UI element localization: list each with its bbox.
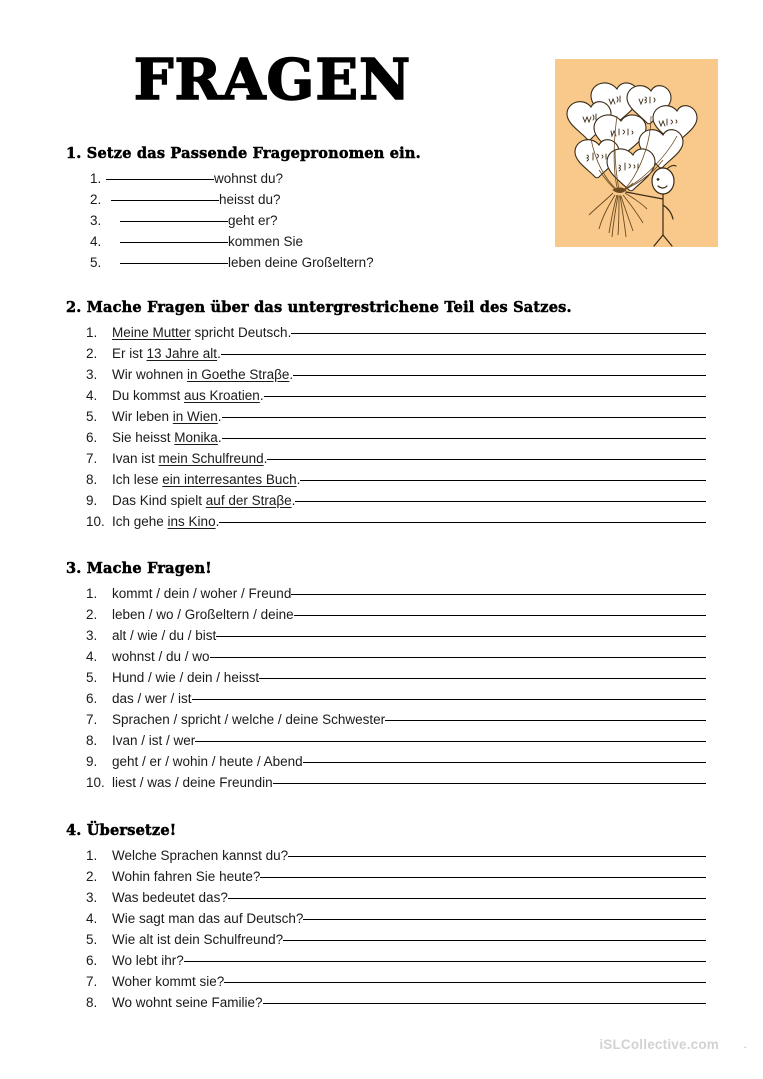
exercise-3-item xyxy=(66,709,706,730)
exercise-3-item xyxy=(66,625,706,646)
exercise-4-item xyxy=(66,908,706,929)
underlined-phrase: in Wien xyxy=(172,409,218,424)
item-number: 5. xyxy=(90,255,102,270)
item-number: 1. xyxy=(86,848,98,863)
item-text: leben deine Großeltern? xyxy=(228,255,374,270)
item-text: Ich lese ein interresantes Buch. xyxy=(112,472,301,487)
answer-line[interactable] xyxy=(283,940,706,941)
exercise-4-heading: 4. Übersetze! xyxy=(66,822,177,839)
answer-line[interactable] xyxy=(294,615,706,616)
answer-line[interactable] xyxy=(192,699,706,700)
exercise-4-item xyxy=(66,866,706,887)
answer-line[interactable] xyxy=(385,720,706,721)
item-number: 5. xyxy=(86,670,98,685)
item-text: Er ist 13 Jahre alt. xyxy=(112,346,221,361)
item-number: 5. xyxy=(86,932,98,947)
answer-line[interactable] xyxy=(295,501,706,502)
exercise-4-item xyxy=(66,887,706,908)
item-number: 6. xyxy=(86,953,98,968)
exercise-2 xyxy=(66,299,706,532)
underlined-phrase: in Goethe Straβe xyxy=(187,367,290,382)
item-text: geht er? xyxy=(228,213,278,228)
answer-line[interactable] xyxy=(291,333,706,334)
item-number: 10. xyxy=(86,775,105,790)
item-text: leben / wo / Großeltern / deine xyxy=(112,607,294,622)
exercise-2-item xyxy=(66,385,706,406)
exercise-3-item xyxy=(66,772,706,793)
item-text: geht / er / wohin / heute / Abend xyxy=(112,754,303,769)
item-number: 2. xyxy=(86,607,98,622)
item-number: 8. xyxy=(86,995,98,1010)
page-title: FRAGEN xyxy=(133,47,412,113)
exercise-2-item xyxy=(66,343,706,364)
item-text: heisst du? xyxy=(219,192,281,207)
answer-line[interactable] xyxy=(222,417,706,418)
item-text: Ivan ist mein Schulfreund. xyxy=(112,451,268,466)
item-number: 10. xyxy=(86,514,105,529)
answer-line[interactable] xyxy=(216,636,706,637)
item-number: 4. xyxy=(86,911,98,926)
exercise-1-items xyxy=(66,168,706,273)
item-number: 1. xyxy=(86,586,98,601)
underlined-phrase: Meine Mutter xyxy=(112,325,191,340)
item-number: 4. xyxy=(86,649,98,664)
underlined-phrase: auf der Straβe xyxy=(205,493,292,508)
exercise-4-item xyxy=(66,845,706,866)
item-text: Wie alt ist dein Schulfreund? xyxy=(112,932,284,947)
item-number: 8. xyxy=(86,472,98,487)
answer-line[interactable] xyxy=(293,375,706,376)
exercise-1-item xyxy=(66,189,706,210)
item-number: 2. xyxy=(86,346,98,361)
answer-line[interactable] xyxy=(219,522,706,523)
exercise-3-heading: 3. Mache Fragen! xyxy=(66,560,212,577)
exercise-1-item xyxy=(66,210,706,231)
answer-line[interactable] xyxy=(267,459,706,460)
underlined-phrase: ein interresantes Buch xyxy=(162,472,297,487)
item-text: Wie sagt man das auf Deutsch? xyxy=(112,911,304,926)
exercise-2-items xyxy=(66,322,706,532)
underlined-phrase: ins Kino xyxy=(167,514,216,529)
item-text: wohnst du? xyxy=(214,171,284,186)
answer-line[interactable] xyxy=(210,657,706,658)
item-text: Sie heisst Monika. xyxy=(112,430,222,445)
answer-blank[interactable] xyxy=(120,263,228,264)
answer-line[interactable] xyxy=(259,678,706,679)
exercise-3-item xyxy=(66,604,706,625)
item-number: 3. xyxy=(86,628,98,643)
item-number: 5. xyxy=(86,409,98,424)
footer-dot: . xyxy=(743,1036,747,1051)
item-number: 8. xyxy=(86,733,98,748)
item-number: 4. xyxy=(90,234,102,249)
exercise-2-heading: 2. Mache Fragen über das untergrestrichene Teil des Satzes. xyxy=(66,299,572,316)
item-text: das / wer / ist xyxy=(112,691,192,706)
site-watermark: iSLCollective.com xyxy=(599,1037,719,1052)
exercise-4-item xyxy=(66,929,706,950)
item-number: 2. xyxy=(86,869,98,884)
item-text: liest / was / deine Freundin xyxy=(112,775,273,790)
underlined-phrase: Monika xyxy=(174,430,218,445)
answer-line[interactable] xyxy=(303,762,706,763)
item-text: Ich gehe ins Kino. xyxy=(112,514,220,529)
item-number: 3. xyxy=(86,890,98,905)
item-number: 7. xyxy=(86,451,98,466)
exercise-4-item xyxy=(66,992,706,1013)
exercise-3-item xyxy=(66,688,706,709)
item-text: Was bedeutet das? xyxy=(112,890,228,905)
item-number: 2. xyxy=(90,192,102,207)
answer-line[interactable] xyxy=(222,438,706,439)
item-text: kommen Sie xyxy=(228,234,304,249)
item-text: Welche Sprachen kannst du? xyxy=(112,848,289,863)
exercise-4 xyxy=(66,822,706,1013)
exercise-3-item xyxy=(66,667,706,688)
answer-blank[interactable] xyxy=(106,179,214,180)
item-text: wohnst / du / wo xyxy=(112,649,210,664)
item-number: 3. xyxy=(90,213,102,228)
exercise-2-item xyxy=(66,406,706,427)
answer-line[interactable] xyxy=(291,594,706,595)
item-number: 6. xyxy=(86,691,98,706)
item-text: Wohin fahren Sie heute? xyxy=(112,869,261,884)
item-number: 7. xyxy=(86,974,98,989)
exercise-2-item xyxy=(66,511,706,532)
item-text: Wo wohnt seine Familie? xyxy=(112,995,263,1010)
exercise-3-item xyxy=(66,646,706,667)
item-text: Wir wohnen in Goethe Straβe. xyxy=(112,367,294,382)
item-text: alt / wie / du / bist xyxy=(112,628,217,643)
exercise-3-item xyxy=(66,583,706,604)
exercise-1 xyxy=(66,145,706,273)
answer-line[interactable] xyxy=(273,783,706,784)
exercise-2-item xyxy=(66,448,706,469)
exercise-2-item xyxy=(66,490,706,511)
exercise-1-heading: 1. Setze das Passende Fragepronomen ein. xyxy=(66,145,421,162)
exercise-1-item xyxy=(66,231,706,252)
exercise-2-item xyxy=(66,322,706,343)
exercise-1-item xyxy=(66,168,706,189)
exercise-3-item xyxy=(66,730,706,751)
exercise-1-item xyxy=(66,252,706,273)
exercise-2-item xyxy=(66,469,706,490)
item-text: Ivan / ist / wer xyxy=(112,733,196,748)
item-number: 9. xyxy=(86,754,98,769)
exercise-3 xyxy=(66,560,706,793)
item-text: kommt / dein / woher / Freund xyxy=(112,586,292,601)
underlined-phrase: aus Kroatien xyxy=(184,388,260,403)
item-number: 1. xyxy=(86,325,98,340)
exercise-4-item xyxy=(66,950,706,971)
exercise-3-item xyxy=(66,751,706,772)
exercise-3-items xyxy=(66,583,706,793)
answer-blank[interactable] xyxy=(120,221,228,222)
answer-line[interactable] xyxy=(264,396,706,397)
item-text: Wir leben in Wien. xyxy=(112,409,222,424)
answer-line[interactable] xyxy=(184,961,706,962)
exercise-4-item xyxy=(66,971,706,992)
underlined-phrase: mein Schulfreund xyxy=(158,451,264,466)
underlined-phrase: 13 Jahre alt xyxy=(146,346,218,361)
item-number: 6. xyxy=(86,430,98,445)
answer-line[interactable] xyxy=(195,741,706,742)
answer-line[interactable] xyxy=(224,982,706,983)
item-text: Das Kind spielt auf der Straβe. xyxy=(112,493,296,508)
answer-blank[interactable] xyxy=(111,200,219,201)
exercise-2-item xyxy=(66,364,706,385)
exercise-4-items xyxy=(66,845,706,1013)
item-number: 3. xyxy=(86,367,98,382)
answer-line[interactable] xyxy=(300,480,706,481)
item-text: Du kommst aus Kroatien. xyxy=(112,388,264,403)
item-text: Meine Mutter spricht Deutsch. xyxy=(112,325,292,340)
answer-line[interactable] xyxy=(288,856,706,857)
item-number: 1. xyxy=(90,171,102,186)
item-text: Wo lebt ihr? xyxy=(112,953,184,968)
answer-line[interactable] xyxy=(303,919,706,920)
answer-line[interactable] xyxy=(221,354,706,355)
answer-line[interactable] xyxy=(260,877,706,878)
item-text: Woher kommt sie? xyxy=(112,974,225,989)
exercise-2-item xyxy=(66,427,706,448)
item-number: 9. xyxy=(86,493,98,508)
item-text: Hund / wie / dein / heisst xyxy=(112,670,260,685)
answer-blank[interactable] xyxy=(120,242,228,243)
answer-line[interactable] xyxy=(263,1003,706,1004)
answer-line[interactable] xyxy=(228,898,706,899)
item-number: 4. xyxy=(86,388,98,403)
item-number: 7. xyxy=(86,712,98,727)
item-text: Sprachen / spricht / welche / deine Schwester xyxy=(112,712,386,727)
